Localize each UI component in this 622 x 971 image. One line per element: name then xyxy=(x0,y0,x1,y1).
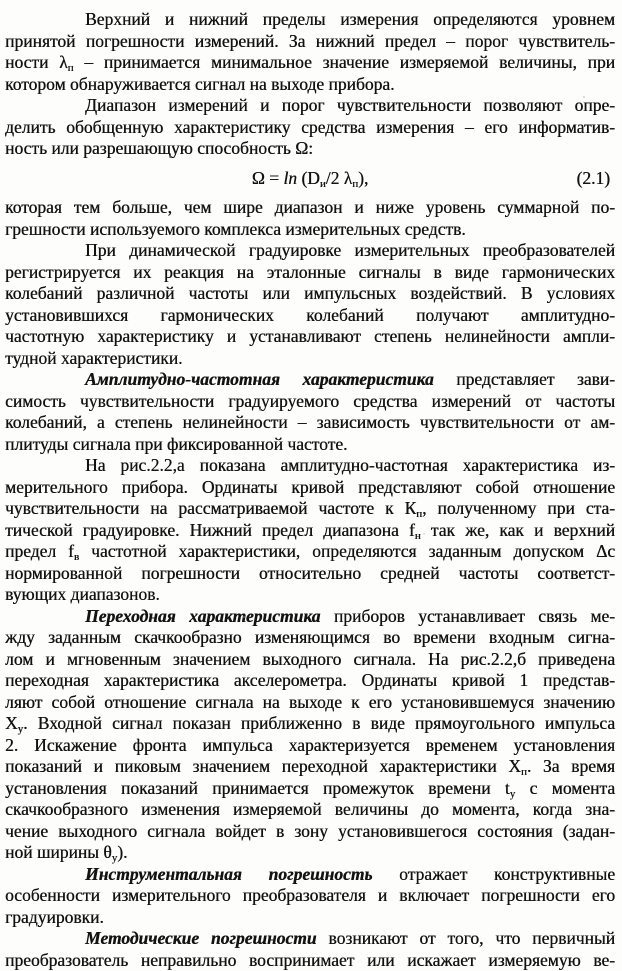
text-segment: На рис.2.2,а показана амплитудно-частотная характеристика из- xyxy=(85,455,615,475)
text-segment: так же, как и верхний xyxy=(420,519,616,540)
text-line xyxy=(5,197,615,219)
text-line xyxy=(5,563,615,585)
text-line xyxy=(5,477,615,499)
subscript: у xyxy=(17,723,24,735)
text-line xyxy=(5,821,615,843)
text-line xyxy=(5,412,615,434)
text-segment: переходная характеристика акселерометра. Ординаты кривой 1 представ- xyxy=(5,670,615,690)
term-emphasis: Методические погрешности xyxy=(85,928,317,948)
text-line xyxy=(5,31,615,53)
text-line xyxy=(5,305,615,327)
text-line xyxy=(5,455,615,477)
text-line xyxy=(5,670,615,692)
text-line xyxy=(5,138,615,160)
text-line xyxy=(5,541,615,563)
text-segment: ). xyxy=(117,842,128,862)
subscript: п xyxy=(520,766,527,778)
term-emphasis: Амплитудно-частотная характеристика xyxy=(85,369,434,389)
text-segment: тической градуировке. Нижний предел диапазона $f_н$ xyxy=(5,519,421,542)
text-segment: ности $\lambda_п$ xyxy=(5,52,74,74)
text-segment: /2 $\lambda_п$ xyxy=(325,167,359,190)
text-line xyxy=(5,240,615,262)
subscript: н xyxy=(414,529,421,542)
text-line xyxy=(5,369,615,391)
text-segment: установления показаний принимается промежуток времени $t_у$ xyxy=(5,777,516,800)
text-line xyxy=(5,778,615,800)
text-segment: симость чувствительности градуируемого средства измерений от частоты xyxy=(5,390,615,411)
paragraph xyxy=(5,928,615,971)
text-line xyxy=(5,864,615,886)
text-line xyxy=(5,907,615,929)
text-line xyxy=(5,950,615,971)
text-segment: грешности используемого комплекса измерительных средств. xyxy=(5,218,466,239)
paragraph xyxy=(5,240,615,369)
text-segment: чувствительности на рассматриваемой частоте к $К_п$ xyxy=(5,498,423,520)
paragraph xyxy=(5,197,615,240)
text-line xyxy=(5,735,615,757)
paragraph xyxy=(5,95,615,160)
subscript: п xyxy=(352,177,359,190)
text-segment: нормированной погрешности относительно средней частоты соответст- xyxy=(5,562,615,583)
text-line xyxy=(5,606,615,628)
text-line xyxy=(5,627,615,649)
text-segment: с момента xyxy=(515,777,615,798)
subscript: и xyxy=(319,177,326,190)
paragraph xyxy=(5,864,615,929)
paragraph xyxy=(5,9,615,95)
text-segment: частотной характеристики, определяются заданным допуском Δс xyxy=(79,541,615,561)
paragraph xyxy=(5,369,615,455)
text-line xyxy=(5,117,615,139)
subscript: у xyxy=(111,852,118,864)
text-segment: ), xyxy=(358,167,369,188)
text-line xyxy=(5,649,615,671)
text-segment: возникают от того, что первичный xyxy=(316,928,615,948)
text-segment: градуировки. xyxy=(5,906,104,927)
subscript: п xyxy=(416,508,423,520)
text-segment: чение выходного сигнала войдет в зону установившегося состояния (задан- xyxy=(5,820,615,841)
text-line xyxy=(5,348,615,370)
text-segment: делить обобщенную характеристику средства измерения – его информатив- xyxy=(5,116,615,137)
text-segment: Ω = xyxy=(251,167,284,188)
text-line xyxy=(5,434,615,456)
text-line xyxy=(5,498,615,520)
text-line xyxy=(5,799,615,821)
text-line xyxy=(5,692,615,714)
text-segment: жду заданным скачкообразно изменяющимся во времени входным сигна- xyxy=(5,627,615,647)
text-segment: ляют собой отношение сигнала на выходе к его установившемуся значению xyxy=(5,691,615,712)
text-segment: вующих диапазонов. xyxy=(5,584,160,604)
text-line xyxy=(5,885,615,907)
text-segment: принятой погрешности измерений. За нижний предел – порог чувствитель- xyxy=(5,30,615,51)
text-segment: частотную характеристику и устанавливают степень нелинейности ампли- xyxy=(5,326,615,346)
text-segment: $Х_у$ xyxy=(5,713,24,735)
text-line xyxy=(5,219,615,241)
text-segment: преобразователь неправильно воспринимает или искажает измеряемую ве- xyxy=(5,949,615,970)
subscript: п xyxy=(67,62,74,74)
equation-block xyxy=(5,168,615,190)
text-line xyxy=(5,9,615,31)
text-segment: представляет зави- xyxy=(433,369,615,389)
text-segment: , полученному при ста- xyxy=(422,498,615,518)
text-line xyxy=(5,713,615,735)
subscript: у xyxy=(509,787,516,800)
text-segment: – принимается минимальное значение измеряемой величины, при xyxy=(73,52,615,72)
text-segment: лом и мгновенным значением выходного сигнала. На рис.2.2,б приведена xyxy=(5,648,615,669)
text-segment: плитуды сигнала при фиксированной частоте. xyxy=(5,433,348,454)
paragraph xyxy=(5,455,615,606)
text-segment: . За время xyxy=(526,756,615,776)
text-segment: Диапазон измерений и порог чувствительности позволяют опре- xyxy=(85,95,615,115)
text-segment: При динамической градуировке измерительных преобразователей xyxy=(85,240,615,260)
term-emphasis: Инструментальная погрешность xyxy=(85,863,373,884)
text-segment: предел $f_в$ xyxy=(5,541,80,563)
text-line xyxy=(5,95,615,117)
text-segment: ность или разрешающую способность Ω: xyxy=(5,138,314,158)
text-segment: тудной характеристики. xyxy=(5,347,183,368)
text-line xyxy=(5,756,615,778)
text-segment: которая тем больше, чем шире диапазон и ниже уровень суммарной по- xyxy=(5,197,615,217)
text-line xyxy=(5,262,615,284)
text-segment: установившихся гармонических колебаний получают амплитудно- xyxy=(5,304,615,325)
subscript: в xyxy=(73,551,80,563)
text-segment: регистрируется их реакция на эталонные сигналы в виде гармонических xyxy=(5,261,615,282)
equation-formula xyxy=(252,168,369,190)
text-segment: колебаний, а степень нелинейности – зависимость чувствительности от ам- xyxy=(5,412,615,432)
text-line xyxy=(5,928,615,950)
text-line xyxy=(5,74,615,96)
text-line xyxy=(5,391,615,413)
text-line xyxy=(5,520,615,542)
text-line xyxy=(5,283,615,305)
text-segment: котором обнаруживается сигнал на выходе прибора. xyxy=(5,73,395,94)
text-segment: Верхний и нижний пределы измерения определяются уровнем xyxy=(85,9,615,29)
text-segment: скачкообразного изменения измеряемой величины до момента, когда зна- xyxy=(5,799,615,819)
text-segment: показаний и пиковым значением переходной характеристики $Х_п$ xyxy=(5,756,527,778)
text-segment: ($D_и$ xyxy=(296,167,326,190)
text-segment: ной ширины $\theta_у$ xyxy=(5,842,118,864)
text-segment: мерительного прибора. Ординаты кривой представляют собой отношение xyxy=(5,476,615,497)
italic-segment: ln xyxy=(283,167,297,188)
text-segment: приборов устанавливает связь ме- xyxy=(320,605,616,626)
text-segment: . Входной сигнал показан приближенно в виде прямоугольного импульса xyxy=(23,713,615,733)
text-line xyxy=(5,326,615,348)
text-line xyxy=(5,584,615,606)
equation-number: (2.1) xyxy=(576,167,610,188)
text-segment: особенности измерительного преобразователя и включает погрешности его xyxy=(5,885,615,905)
paragraph xyxy=(5,606,615,864)
text-segment: отражает конструктивные xyxy=(372,863,615,884)
term-emphasis: Переходная характеристика xyxy=(85,605,321,626)
scan-noise xyxy=(583,96,585,98)
text-line xyxy=(5,52,615,74)
text-line xyxy=(5,842,615,864)
text-segment: 2. Искажение фронта импульса характеризуется временем установления xyxy=(5,734,615,755)
text-segment: колебаний различной частоты или импульсных воздействий. В условиях xyxy=(5,283,615,303)
